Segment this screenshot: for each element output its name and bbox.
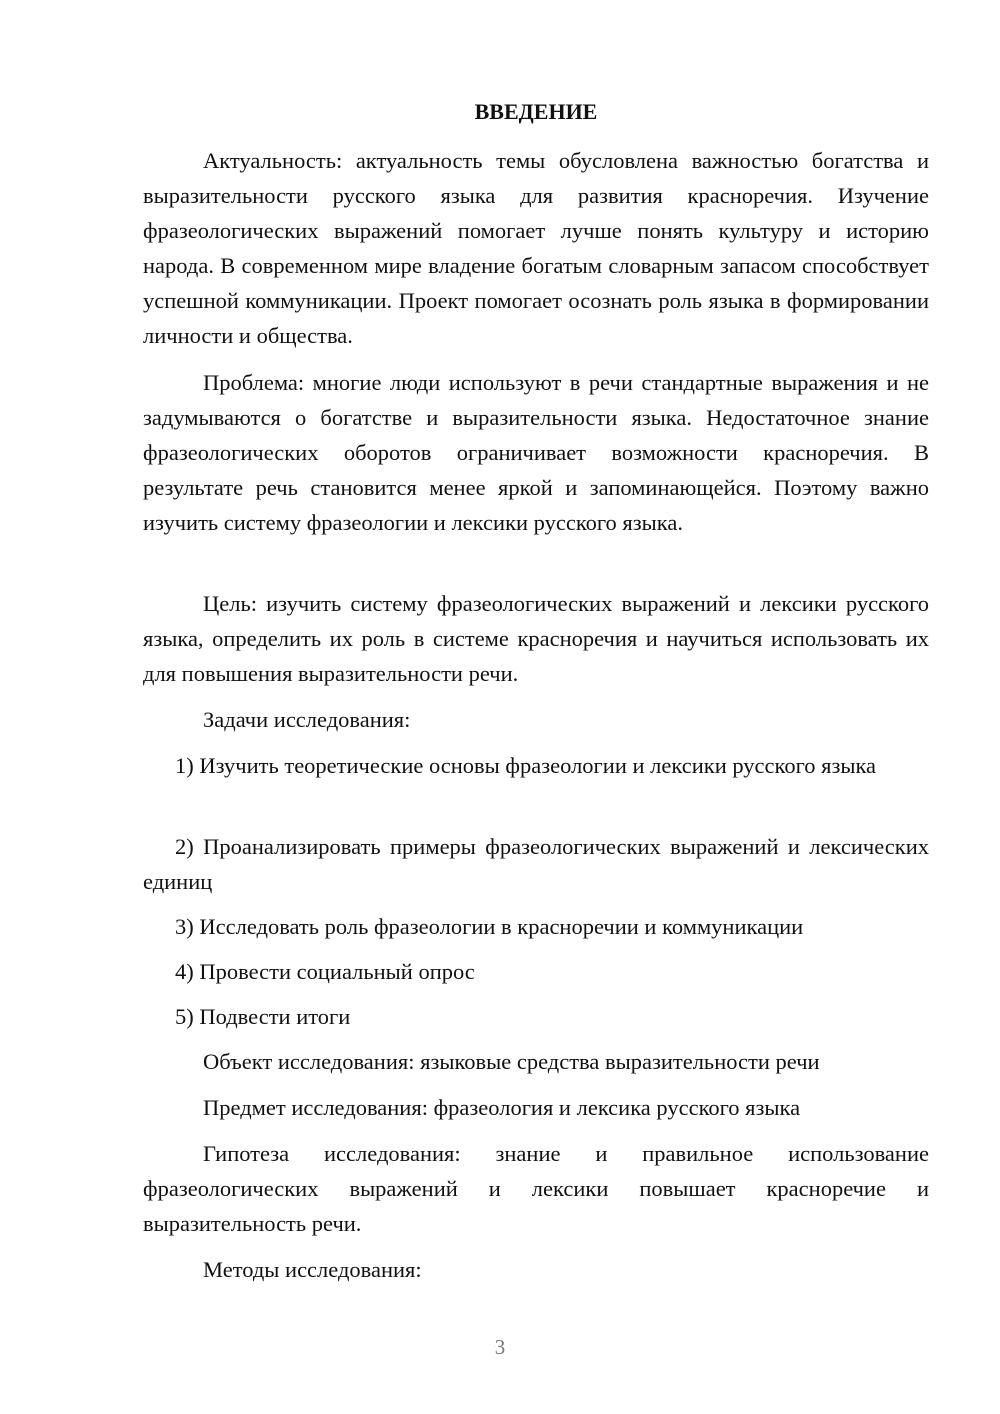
paragraph-object: Объект исследования: языковые средства выразительности речи: [203, 1049, 820, 1074]
task-item-3: 3) Исследовать роль фразеологии в красноречии и коммуникации: [175, 914, 804, 939]
tasks-heading: Задачи исследования:: [203, 707, 411, 732]
methods-heading: Методы исследования:: [203, 1257, 422, 1282]
page-number: 3: [494, 1335, 506, 1359]
paragraph-hypothesis: Гипотеза исследования: знание и правильное использование фразеологических выражений и лексики повышает красноречие и выразительность речи.: [143, 1141, 929, 1236]
task-item-2: 2) Проанализировать примеры фразеологических выражений и лексических единиц: [143, 834, 929, 894]
task-item-1: 1) Изучить теоретические основы фразеологии и лексики русского языка: [175, 753, 877, 778]
task-item-4: 4) Провести социальный опрос: [175, 959, 475, 984]
paragraph-subject: Предмет исследования: фразеология и лексика русского языка: [203, 1095, 801, 1120]
paragraph-relevance: Актуальность: актуальность темы обусловлена важностью богатства и выразительности русского языка для развития красноречия. Изучение фразеологических выражений помогает лучше понять культуру и историю народа. В современном мире владение богатым словарным запасом способствует успешной коммуникации. Проект помогает осознать роль языка в формировании личности и общества.: [143, 148, 929, 348]
page-title: ВВЕДЕНИЕ: [474, 99, 598, 124]
paragraph-problem: Проблема: многие люди используют в речи стандартные выражения и не задумываются о богатстве и выразительности языка. Недостаточное знание фразеологических оборотов ограничивает возможности красноречия. В результате речь становится менее яркой и запоминающейся. Поэтому важно изучить систему фразеологии и лексики русского языка.: [143, 370, 929, 535]
task-item-5: 5) Подвести итоги: [175, 1004, 351, 1029]
paragraph-goal: Цель: изучить систему фразеологических выражений и лексики русского языка, определить их роль в системе красноречия и научиться использовать их для повышения выразительности речи.: [143, 591, 929, 686]
